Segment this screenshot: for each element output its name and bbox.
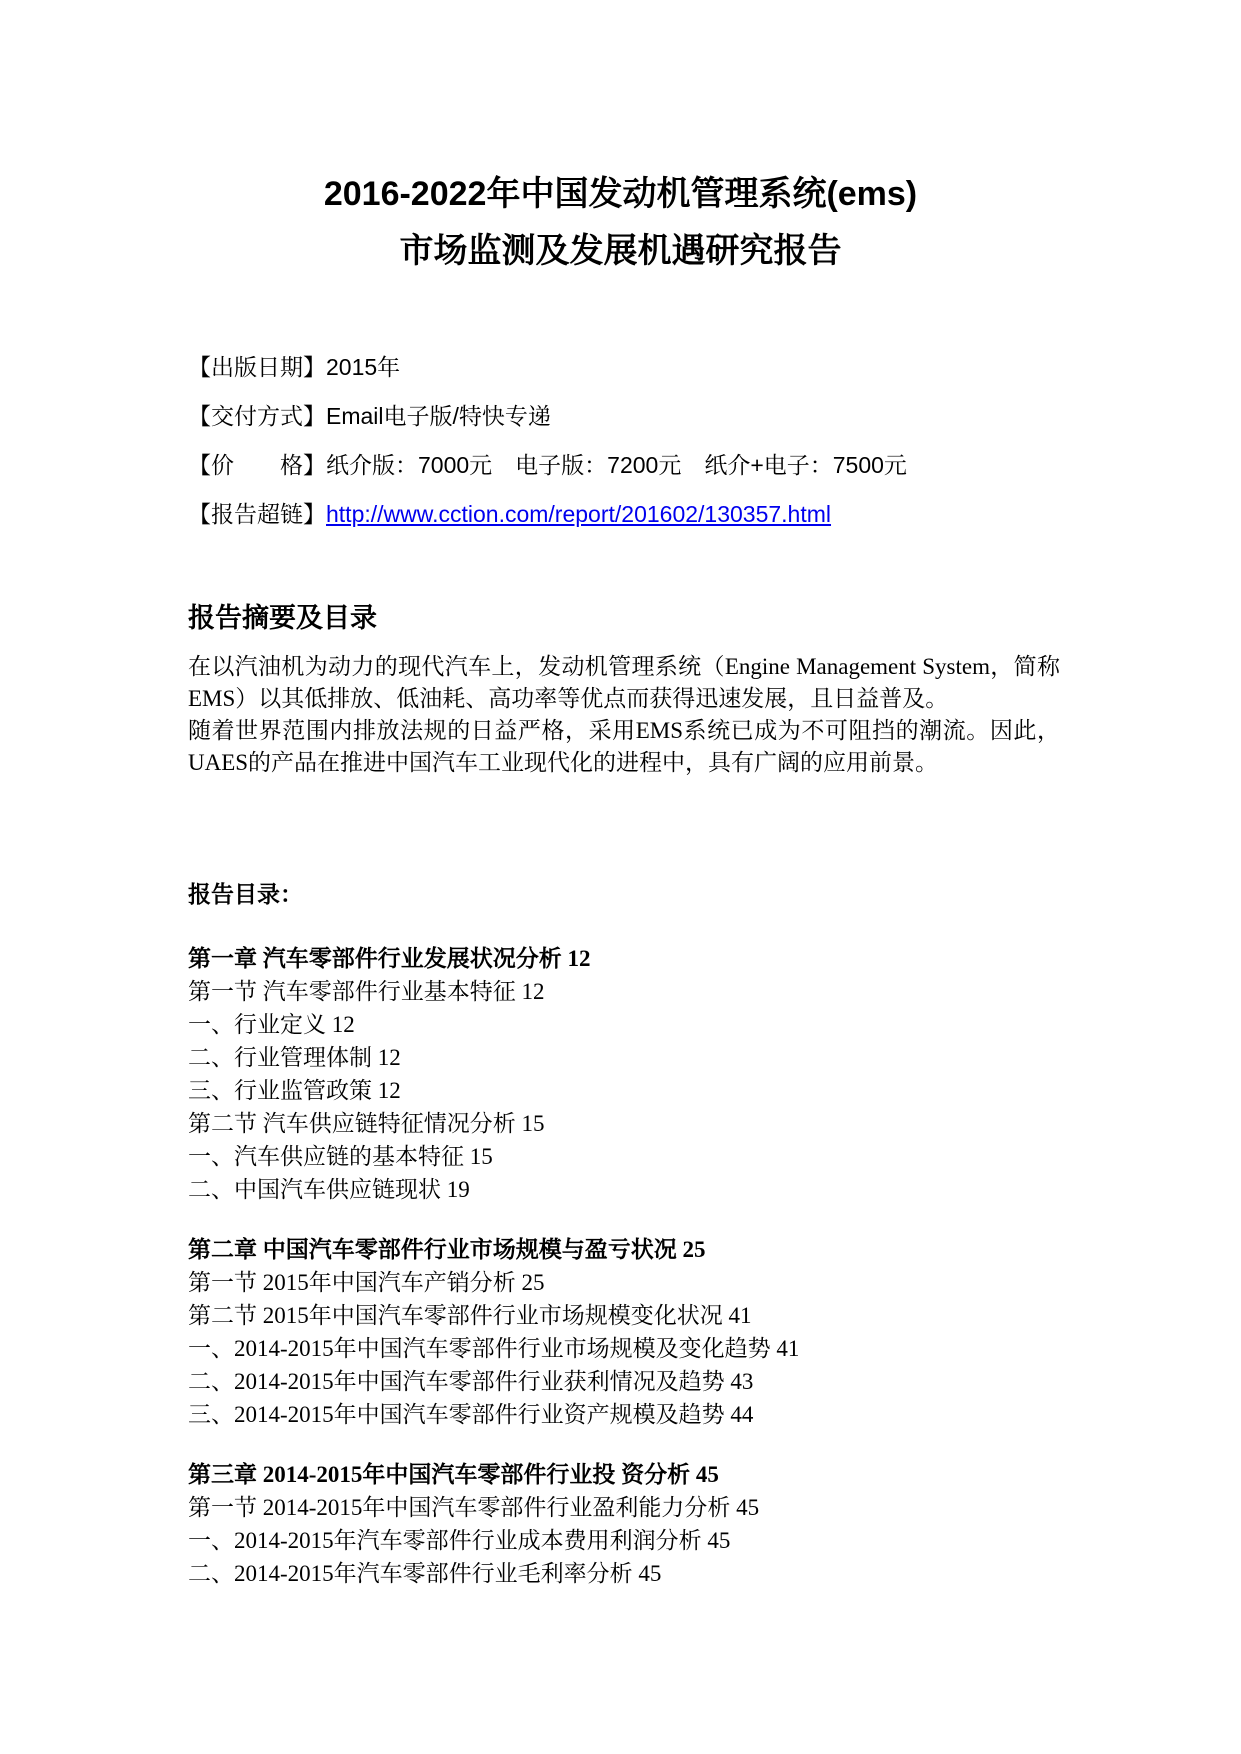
meta-publish-date: [188, 352, 400, 382]
toc-item: 二、中国汽车供应链现状 19: [188, 1177, 470, 1202]
report-url-link[interactable]: http://www.cction.com/report/201602/130357.html: [326, 501, 832, 527]
toc-item: 一、2014-2015年中国汽车零部件行业市场规模及变化趋势 41: [188, 1336, 800, 1361]
toc-item: 二、行业管理体制 12: [188, 1045, 401, 1070]
toc-chapter-3: 第三章 2014-2015年中国汽车零部件行业投 资分析 45: [188, 1462, 719, 1487]
meta-price-label: 【价 格】: [188, 452, 326, 478]
abstract-block: [188, 651, 1060, 779]
report-title-line-1: 2016-2022年中国发动机管理系统(ems): [323, 175, 918, 213]
toc-item: 第一节 2015年中国汽车产销分析 25: [188, 1270, 545, 1295]
toc-item: 第二节 汽车供应链特征情况分析 15: [188, 1111, 545, 1136]
abstract-paragraph-2: 随着世界范围内排放法规的日益严格，采用EMS系统已成为不可阻挡的潮流。因此，UAES的产品在推进中国汽车工业现代化的进程中，具有广阔的应用前景。: [188, 718, 1060, 775]
abstract-paragraph-1: 在以汽油机为动力的现代汽车上，发动机管理系统（Engine Management System，简称EMS）以其低排放、低油耗、高功率等优点而获得迅速发展，且日益普及。: [188, 654, 1060, 711]
toc-item: 一、汽车供应链的基本特征 15: [188, 1144, 493, 1169]
toc-spacer: [188, 1206, 799, 1233]
meta-report-link-label: 【报告超链】: [188, 501, 326, 527]
summary-heading: 报告摘要及目录: [188, 603, 377, 633]
toc-item: 二、2014-2015年汽车零部件行业毛利率分析 45: [188, 1561, 662, 1586]
meta-price: [188, 450, 907, 480]
meta-publish-date-label: 【出版日期】: [188, 354, 326, 380]
toc-item: 三、行业监管政策 12: [188, 1078, 401, 1103]
toc-item: 一、2014-2015年汽车零部件行业成本费用利润分析 45: [188, 1528, 731, 1553]
meta-report-link: [188, 499, 831, 529]
toc-chapter-2: 第二章 中国汽车零部件行业市场规模与盈亏状况 25: [188, 1237, 706, 1262]
meta-delivery-label: 【交付方式】: [188, 403, 326, 429]
meta-delivery: [188, 401, 551, 431]
report-title-line-2: 市场监测及发展机遇研究报告: [399, 232, 842, 270]
meta-delivery-value: Email电子版/特快专递: [326, 403, 551, 429]
meta-publish-date-value: 2015年: [326, 354, 401, 380]
toc-item: 一、行业定义 12: [188, 1012, 355, 1037]
toc-heading: 报告目录：: [188, 882, 303, 907]
toc-spacer: [188, 1431, 799, 1458]
toc-item: 第一节 2014-2015年中国汽车零部件行业盈利能力分析 45: [188, 1495, 760, 1520]
toc-item: 第一节 汽车零部件行业基本特征 12: [188, 979, 545, 1004]
toc-item: 三、2014-2015年中国汽车零部件行业资产规模及趋势 44: [188, 1402, 754, 1427]
table-of-contents: [188, 942, 799, 1590]
toc-item: 第二节 2015年中国汽车零部件行业市场规模变化状况 41: [188, 1303, 752, 1328]
toc-item: 二、2014-2015年中国汽车零部件行业获利情况及趋势 43: [188, 1369, 754, 1394]
toc-chapter-1: 第一章 汽车零部件行业发展状况分析 12: [188, 946, 591, 971]
meta-price-value: 纸介版：7000元 电子版：7200元 纸介+电子：7500元: [326, 452, 907, 478]
